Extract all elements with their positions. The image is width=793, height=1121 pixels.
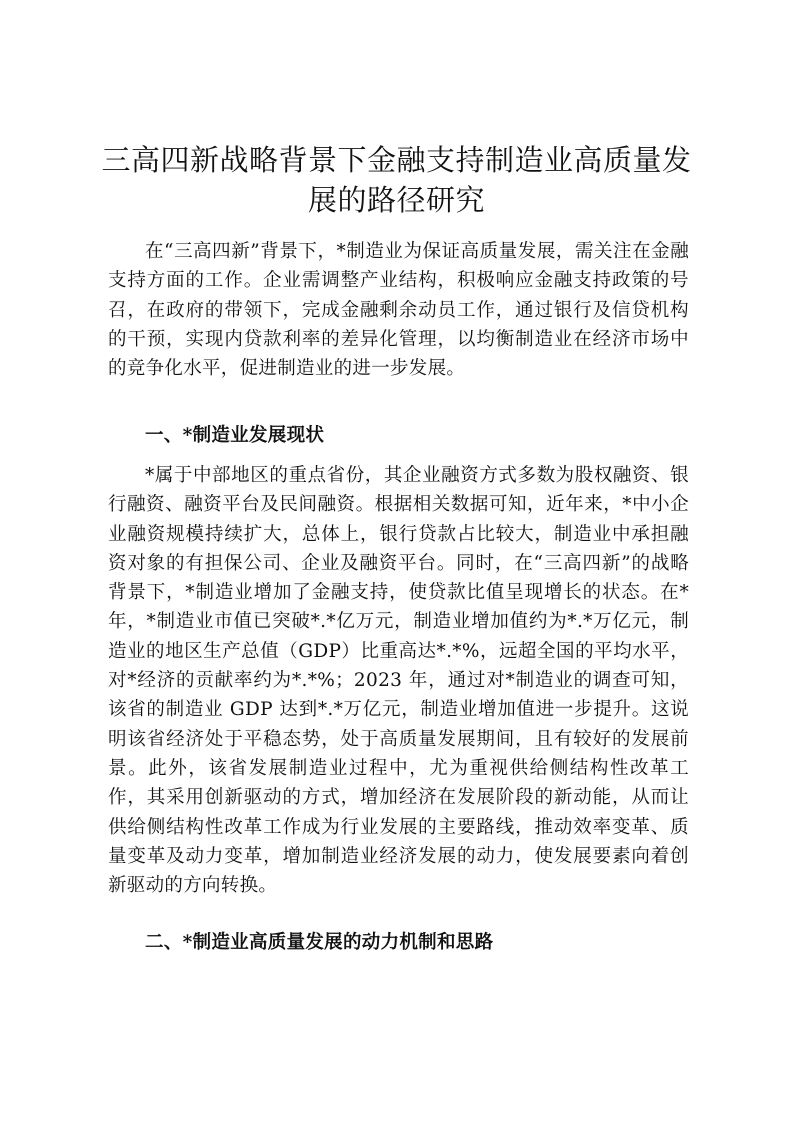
section-heading-1: 一、*制造业发展现状 xyxy=(145,425,325,446)
intro-paragraph: 在“三高四新”背景下，*制造业为保证高质量发展，需关注在金融支持方面的工作。企业需调整产业结构，积极响应金融支持政策的号召，在政府的带领下，完成金融剩余动员工作，通过银行及信贷机构的干预，实现内贷款利率的差异化管理，以均衡制造业在经济市场中的竞争化水平，促进制造业的进一步发展。 xyxy=(108,241,689,380)
document-title: 三高四新战略背景下金融支持制造业高质量发展的路径研究 xyxy=(101,143,692,217)
section-heading-2: 二、*制造业高质量发展的动力机制和思路 xyxy=(145,932,494,953)
section-1-paragraph: *属于中部地区的重点省份，其企业融资方式多数为股权融资、银行融资、融资平台及民间融资。根据相关数据可知，近年来，*中小企业融资规模持续扩大，总体上，银行贷款占比较大，制造业中承担融资对象的有担保公司、企业及融资平台。同时，在“三高四新”的战略背景下，*制造业增加了金融支持，使贷款比值呈现增长的状态。在*年，*制造业市值已突破*.*亿万元，制造业增加值约为*.*万亿元，制造业的地区生产总值（GDP）比重高达*.*%，远超全国的平均水平，对*经济的贡献率约为*.*%；2023 年，通过对*制造业的调查可知，该省的制造业 GDP 达到*.*万亿元，制造业增加值进一步提升。这说明该省经济处于平稳态势，处于高质量发展期间，且有较好的发展前景。此外，该省发展制造业过程中，尤为重视供给侧结构性改革工作，其采用创新驱动的方式，增加经济在发展阶段的新动能，从而让供给侧结构性改革工作成为行业发展的主要路线，推动效率变革、质量变革及动力变革，增加制造业经济发展的动力，使发展要素向着创新驱动的方向转换。 xyxy=(108,465,689,897)
